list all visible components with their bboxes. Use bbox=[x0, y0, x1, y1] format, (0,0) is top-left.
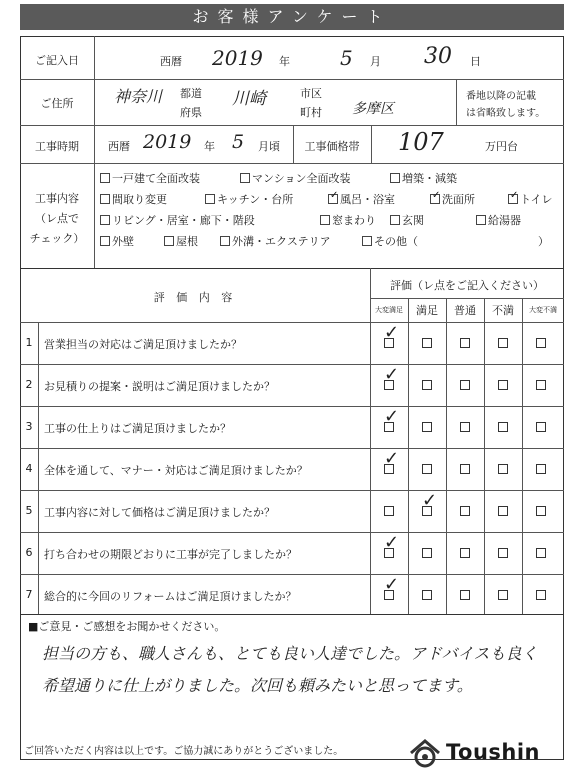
city-unit-top: 市区 bbox=[300, 87, 322, 100]
entry-era: 西暦 bbox=[160, 55, 182, 68]
check-mark-icon: ✓ bbox=[384, 406, 400, 427]
divider bbox=[94, 36, 95, 268]
rating-checkbox[interactable] bbox=[498, 380, 508, 390]
work-option-label: 窓まわり bbox=[332, 214, 376, 227]
divider bbox=[456, 79, 457, 125]
price-value: 107 bbox=[398, 128, 444, 156]
price-label: 工事価格帯 bbox=[304, 140, 360, 153]
divider bbox=[38, 322, 39, 614]
work-option[interactable] bbox=[320, 212, 376, 228]
rating-checkbox[interactable] bbox=[422, 464, 432, 474]
address-label: ご住所 bbox=[40, 97, 74, 110]
checked-box-icon[interactable]: ✓ bbox=[328, 194, 338, 204]
work-option[interactable] bbox=[362, 233, 418, 249]
entry-month-unit: 月 bbox=[370, 55, 381, 68]
pref-unit-bottom: 府県 bbox=[180, 106, 202, 119]
work-option-row bbox=[100, 233, 560, 254]
rating-checkbox[interactable] bbox=[422, 590, 432, 600]
checkbox-icon[interactable] bbox=[100, 236, 110, 246]
divider bbox=[20, 322, 564, 323]
check-mark-icon: ✓ bbox=[384, 322, 400, 343]
question-number: 4 bbox=[25, 462, 33, 475]
work-option[interactable] bbox=[390, 212, 424, 228]
work-options bbox=[100, 170, 560, 266]
work-option-row bbox=[100, 212, 560, 233]
divider bbox=[522, 298, 523, 614]
checkbox-icon[interactable] bbox=[390, 173, 400, 183]
rating-checkbox[interactable] bbox=[498, 464, 508, 474]
work-option-label: 玄関 bbox=[402, 214, 424, 227]
footer-text: ご回答いただく内容は以上です。ご協力誠にありがとうございました。 bbox=[24, 746, 344, 757]
work-label-3: チェック） bbox=[29, 232, 85, 245]
divider bbox=[20, 364, 564, 365]
rating-checkbox[interactable] bbox=[536, 338, 546, 348]
entry-day: 30 bbox=[424, 44, 452, 69]
entry-year: 2019 bbox=[212, 46, 263, 70]
rating-checkbox[interactable] bbox=[422, 422, 432, 432]
divider bbox=[370, 298, 564, 299]
work-option-label: リビング・居室・廊下・階段 bbox=[112, 214, 255, 227]
period-month: 5 bbox=[232, 131, 245, 153]
checkbox-icon[interactable] bbox=[476, 215, 486, 225]
check-mark-icon: ✓ bbox=[422, 490, 438, 511]
checkbox-icon[interactable] bbox=[164, 236, 174, 246]
rating-column-2: 普通 bbox=[454, 304, 476, 317]
work-option-label: 給湯器 bbox=[488, 214, 521, 227]
checkbox-icon[interactable] bbox=[220, 236, 230, 246]
checkbox-icon[interactable] bbox=[100, 173, 110, 183]
question-text: 工事の仕上りはご満足頂けましたか？ bbox=[44, 422, 231, 435]
question-text: 打ち合わせの期限どおりに工事が完了しましたか？ bbox=[44, 548, 297, 561]
work-option[interactable] bbox=[164, 233, 198, 249]
eval-header: 評 価 内 容 bbox=[153, 291, 237, 304]
entry-year-unit: 年 bbox=[279, 55, 290, 68]
rating-checkbox[interactable] bbox=[536, 590, 546, 600]
pref-unit-top: 都道 bbox=[180, 87, 202, 100]
question-text: 全体を通して、マナー・対応はご満足頂けましたか？ bbox=[44, 464, 308, 477]
question-text: 営業担当の対応はご満足頂けましたか？ bbox=[44, 338, 242, 351]
question-number: 6 bbox=[25, 546, 33, 559]
rating-checkbox[interactable] bbox=[498, 422, 508, 432]
work-option[interactable] bbox=[205, 191, 293, 207]
divider bbox=[20, 614, 564, 615]
divider bbox=[370, 268, 371, 614]
rating-checkbox[interactable] bbox=[460, 548, 470, 558]
work-option-label: 増築・減築 bbox=[402, 172, 457, 185]
question-text: お見積りの提案・説明はご満足頂けましたか？ bbox=[44, 380, 275, 393]
work-option-label: その他（ bbox=[374, 235, 418, 248]
work-option-label: 屋根 bbox=[176, 235, 198, 248]
checkbox-icon[interactable] bbox=[390, 215, 400, 225]
work-option[interactable] bbox=[430, 191, 475, 207]
city-unit-bottom: 町村 bbox=[300, 106, 322, 119]
question-number: 1 bbox=[25, 336, 33, 349]
comment-line-2: 希望通りに仕上がりました。次回も頼みたいと思ってます。 bbox=[42, 676, 473, 695]
checked-box-icon[interactable]: ✓ bbox=[430, 194, 440, 204]
rating-checkbox[interactable] bbox=[422, 380, 432, 390]
rating-checkbox[interactable] bbox=[536, 506, 546, 516]
period-month-unit: 月頃 bbox=[258, 140, 280, 153]
price-unit: 万円台 bbox=[485, 140, 518, 153]
work-option-label: 洗面所 bbox=[442, 193, 475, 206]
divider bbox=[20, 125, 564, 126]
work-option-label: マンション全面改装 bbox=[252, 172, 351, 185]
check-mark-icon: ✓ bbox=[384, 574, 400, 595]
work-option[interactable] bbox=[240, 170, 351, 186]
work-option[interactable] bbox=[100, 191, 167, 207]
period-era: 西暦 bbox=[108, 140, 130, 153]
question-text: 総合的に今回のリフォームはご満足頂けましたか？ bbox=[44, 590, 297, 603]
toushin-logo bbox=[408, 738, 442, 772]
comment-line-1: 担当の方も、職人さんも、とても良い人達でした。アドバイスも良く bbox=[42, 644, 538, 663]
check-mark-icon: ✓ bbox=[384, 448, 400, 469]
rating-checkbox[interactable] bbox=[460, 464, 470, 474]
divider bbox=[20, 574, 564, 575]
divider bbox=[20, 532, 564, 533]
rating-checkbox[interactable] bbox=[536, 548, 546, 558]
rating-header: 評価（レ点をご記入ください） bbox=[390, 279, 544, 292]
checkbox-icon[interactable] bbox=[100, 215, 110, 225]
brand-name: Toushin bbox=[446, 740, 541, 764]
period-label: 工事時期 bbox=[35, 140, 79, 153]
work-option[interactable] bbox=[328, 191, 395, 207]
question-number: 5 bbox=[25, 504, 33, 517]
rating-checkbox[interactable] bbox=[498, 506, 508, 516]
work-option[interactable] bbox=[508, 191, 552, 207]
rating-checkbox[interactable] bbox=[460, 338, 470, 348]
check-mark-icon: ✓ bbox=[384, 364, 400, 385]
question-number: 7 bbox=[25, 588, 33, 601]
work-option-label: 外壁 bbox=[112, 235, 134, 248]
divider bbox=[20, 268, 564, 269]
work-option-row bbox=[100, 170, 560, 191]
work-option[interactable] bbox=[538, 233, 549, 249]
work-option-label: 外溝・エクステリア bbox=[232, 235, 331, 248]
check-mark-icon: ✓ bbox=[384, 532, 400, 553]
page-title: お客様アンケート bbox=[20, 4, 564, 30]
divider bbox=[484, 298, 485, 614]
checkbox-icon[interactable] bbox=[205, 194, 215, 204]
divider bbox=[20, 163, 564, 164]
entry-date-label: ご記入日 bbox=[35, 54, 79, 67]
checkbox-icon[interactable] bbox=[240, 173, 250, 183]
rating-checkbox[interactable] bbox=[460, 590, 470, 600]
address-note-2: は省略致します。 bbox=[466, 108, 546, 119]
entry-month: 5 bbox=[340, 46, 353, 70]
work-option[interactable] bbox=[220, 233, 331, 249]
rating-checkbox[interactable] bbox=[498, 590, 508, 600]
house-icon bbox=[408, 738, 442, 768]
work-option-row bbox=[100, 191, 560, 212]
work-option[interactable] bbox=[100, 170, 200, 186]
question-number: 2 bbox=[25, 378, 33, 391]
work-option-label: キッチン・台所 bbox=[217, 193, 294, 206]
work-option[interactable] bbox=[476, 212, 521, 228]
address-ward: 多摩区 bbox=[352, 101, 394, 117]
rating-checkbox[interactable] bbox=[460, 422, 470, 432]
rating-checkbox[interactable] bbox=[536, 380, 546, 390]
rating-checkbox[interactable] bbox=[422, 338, 432, 348]
rating-checkbox[interactable] bbox=[498, 548, 508, 558]
comments-label: ■ご意見・ご感想をお聞かせください。 bbox=[28, 620, 226, 633]
rating-column-4: 大変不満 bbox=[529, 306, 557, 314]
divider bbox=[446, 298, 447, 614]
divider bbox=[20, 448, 564, 449]
rating-checkbox[interactable] bbox=[422, 548, 432, 558]
work-option[interactable] bbox=[390, 170, 457, 186]
rating-checkbox[interactable] bbox=[460, 380, 470, 390]
rating-column-1: 満足 bbox=[416, 304, 438, 317]
divider bbox=[20, 490, 564, 491]
rating-checkbox[interactable] bbox=[384, 506, 394, 516]
rating-column-0: 大変満足 bbox=[375, 306, 403, 314]
address-note-1: 番地以降の記載 bbox=[466, 91, 536, 102]
work-option-label: トイレ bbox=[520, 193, 553, 206]
work-label-2: （レ点で bbox=[35, 212, 79, 225]
work-option-label: 一戸建て全面改装 bbox=[112, 172, 200, 185]
rating-checkbox[interactable] bbox=[536, 422, 546, 432]
work-option-label: 風呂・浴室 bbox=[340, 193, 395, 206]
period-year-unit: 年 bbox=[204, 140, 215, 153]
rating-checkbox[interactable] bbox=[498, 338, 508, 348]
work-label-1: 工事内容 bbox=[35, 192, 79, 205]
address-prefecture: 神奈川 bbox=[114, 87, 163, 106]
work-option[interactable] bbox=[100, 212, 255, 228]
divider bbox=[20, 406, 564, 407]
checkbox-icon[interactable] bbox=[362, 236, 372, 246]
work-option[interactable] bbox=[100, 233, 134, 249]
question-number: 3 bbox=[25, 420, 33, 433]
period-year: 2019 bbox=[143, 131, 192, 153]
work-option-label: ） bbox=[538, 235, 549, 248]
checkbox-icon[interactable] bbox=[100, 194, 110, 204]
rating-checkbox[interactable] bbox=[536, 464, 546, 474]
checkbox-icon[interactable] bbox=[320, 215, 330, 225]
question-text: 工事内容に対して価格はご満足頂けましたか？ bbox=[44, 506, 275, 519]
divider bbox=[371, 125, 372, 163]
address-city: 川崎 bbox=[232, 89, 266, 109]
rating-checkbox[interactable] bbox=[460, 506, 470, 516]
work-option-label: 間取り変更 bbox=[112, 193, 167, 206]
checked-box-icon[interactable]: ✓ bbox=[508, 194, 518, 204]
divider bbox=[20, 79, 564, 80]
rating-column-3: 不満 bbox=[492, 304, 514, 317]
divider bbox=[408, 298, 409, 614]
entry-day-unit: 日 bbox=[470, 55, 481, 68]
